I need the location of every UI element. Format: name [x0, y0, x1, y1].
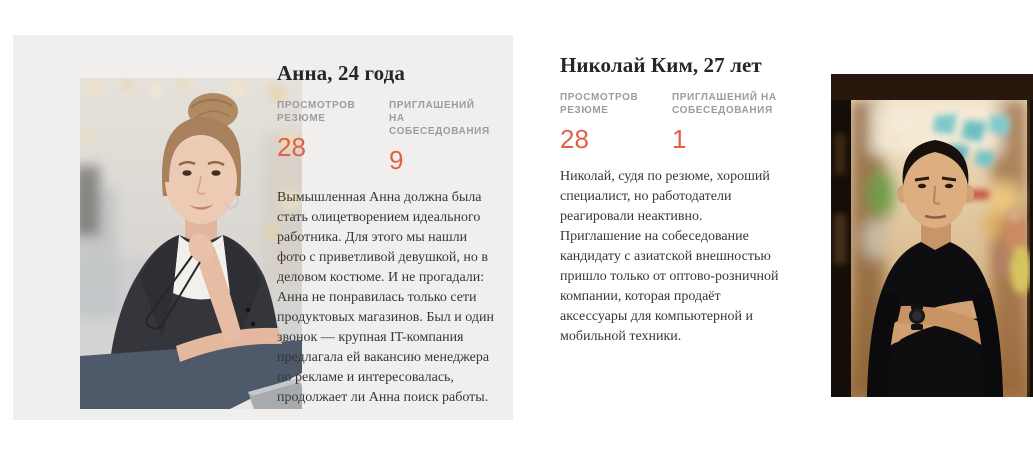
- stat-label-views: ПРОСМОТРОВ РЕЗЮМЕ: [560, 92, 639, 116]
- stat-value-invites: 1: [672, 124, 687, 154]
- nikolay-stat-views: [560, 91, 672, 153]
- nikolay-photo-illustration: [831, 74, 1033, 397]
- nikolay-stats: [560, 91, 784, 153]
- anna-photo: [80, 78, 302, 409]
- anna-stat-views: [277, 99, 389, 174]
- anna-stats: [277, 99, 499, 174]
- nikolay-name-heading: Николай Ким, 27 лет: [560, 53, 762, 77]
- nikolay-content: [560, 53, 784, 347]
- nikolay-description: Николай, судя по резюме, хороший специалист, но работодатели реагировали неактивно. Приглашение на собеседование кандидату с азиатской внешностью пришло только от оптово-розничной компании, которая продаёт аксессуары для компьютерной и мобильной техники.: [560, 169, 779, 344]
- anna-name-heading: Анна, 24 года: [277, 61, 405, 85]
- stat-label-invites: ПРИГЛАШЕНИЙ НА СОБЕСЕДОВАНИЯ: [672, 92, 777, 116]
- stat-value-views: 28: [560, 124, 589, 154]
- anna-stat-invites: [389, 99, 499, 174]
- stat-value-invites: 9: [389, 145, 404, 175]
- stat-value-views: 28: [277, 132, 306, 162]
- anna-photo-illustration: [80, 78, 302, 409]
- anna-content: [277, 61, 499, 408]
- nikolay-stat-invites: [672, 91, 784, 153]
- stat-label-views: ПРОСМОТРОВ РЕЗЮМЕ: [277, 100, 356, 124]
- anna-description: Вымышленная Анна должна была стать олицетворением идеального работника. Для этого мы нашли фото с приветливой девушкой, но в деловом костюме. И не прогадали: Анна не понравилась только сети продуктовых магазинов. Был и один звонок — крупная IT-компания предлагала ей вакансию менеджера по рекламе и интересовалась, продолжает ли Анна поиск работы.: [277, 190, 494, 405]
- stat-label-invites: ПРИГЛАШЕНИЙ НА СОБЕСЕДОВАНИЯ: [389, 100, 490, 137]
- nikolay-photo: [831, 74, 1033, 397]
